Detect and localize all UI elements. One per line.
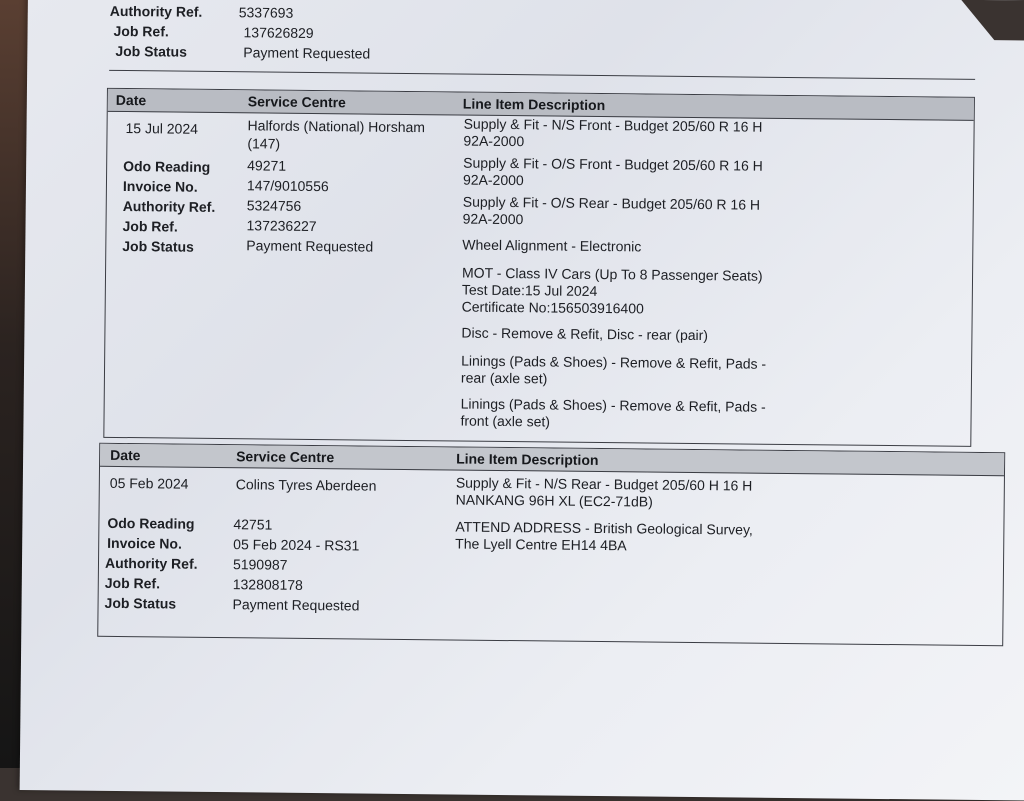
record-2-jobref-label: Job Ref. [104, 574, 161, 592]
record-2-item-2b: The Lyell Centre EH14 4BA [455, 535, 627, 554]
col-service-centre-header-2: Service Centre [236, 448, 335, 466]
record-1-item-2: Supply & Fit - O/S Front - Budget 205/60 R 16 H [463, 154, 763, 174]
record-1-status-value: Payment Requested [246, 237, 374, 255]
record-2-item-2: ATTEND ADDRESS - British Geological Survey, [455, 518, 753, 538]
top-record [28, 0, 1024, 62]
record-1-invoice-label: Invoice No. [122, 178, 198, 195]
record-2-item-1: Supply & Fit - N/S Rear - Budget 205/60 H 16 H [455, 474, 753, 494]
col-date-header: Date [115, 91, 147, 109]
record-2-centre: Colins Tyres Aberdeen [235, 476, 377, 494]
record-1-authority-label: Authority Ref. [122, 198, 216, 215]
record-1-status-label: Job Status [122, 238, 194, 255]
record-1-item-5c: Certificate No:156503916400 [461, 298, 644, 317]
record-1-centre-line2: (147) [247, 135, 281, 152]
record-2-odo-label: Odo Reading [107, 514, 195, 532]
record-1-authority-value: 5324756 [246, 197, 302, 214]
record-1-centre-line1: Halfords (National) Horsham [247, 117, 426, 136]
job-status-value: Payment Requested [243, 44, 371, 62]
document-page [20, 0, 1024, 801]
record-1-item-2b: 92A-2000 [462, 171, 524, 189]
authority-ref-value: 5337693 [238, 4, 294, 21]
record-1-odo-label: Odo Reading [123, 158, 211, 175]
record-1-odo-value: 49271 [247, 157, 287, 174]
col-date-header-2: Date [110, 446, 141, 464]
record-2-item-1b: NANKANG 96H XL (EC2-71dB) [455, 491, 653, 510]
record-2-jobref-value: 132808178 [232, 576, 303, 593]
record-2-status-label: Job Status [104, 594, 177, 612]
record-1-item-4: Wheel Alignment - Electronic [462, 236, 642, 255]
record-box-1 [103, 88, 975, 447]
record-1-jobref-value: 137236227 [246, 217, 317, 235]
record-1-date: 15 Jul 2024 [125, 120, 199, 137]
job-ref-value: 137626829 [243, 24, 314, 41]
record-2-authority-label: Authority Ref. [104, 554, 198, 572]
paper-corner-shadow [961, 0, 1024, 41]
record-2-invoice-value: 05 Feb 2024 - RS31 [233, 536, 360, 554]
col-line-item-header: Line Item Description [462, 95, 606, 114]
record-1-item-3b: 92A-2000 [462, 210, 524, 228]
record-1-item-3: Supply & Fit - O/S Rear - Budget 205/60 R 16 H [462, 193, 761, 213]
record-1-item-7: Linings (Pads & Shoes) - Remove & Refit, Pads - [461, 352, 767, 372]
col-line-item-header-2: Line Item Description [456, 450, 599, 468]
record-1-item-5b: Test Date:15 Jul 2024 [461, 281, 598, 299]
record-1-item-1: Supply & Fit - N/S Front - Budget 205/60 R 16 H [463, 115, 763, 135]
col-service-centre-header: Service Centre [247, 93, 346, 111]
record-1-item-7b: rear (axle set) [460, 369, 548, 387]
authority-ref-label: Authority Ref. [109, 2, 203, 20]
record-1-item-1b: 92A-2000 [463, 132, 525, 150]
record-1-item-8: Linings (Pads & Shoes) - Remove & Refit, Pads - [460, 395, 766, 415]
record-1-item-8b: front (axle set) [460, 412, 551, 430]
record-1-item-6: Disc - Remove & Refit, Disc - rear (pair) [461, 324, 709, 344]
job-status-label: Job Status [115, 42, 188, 60]
record-1-invoice-value: 147/9010556 [246, 177, 329, 195]
record-1-jobref-label: Job Ref. [122, 218, 178, 235]
record-2-invoice-label: Invoice No. [107, 534, 182, 552]
record-2-authority-value: 5190987 [232, 556, 288, 573]
record-2-header [100, 444, 1004, 476]
record-1-item-5: MOT - Class IV Cars (Up To 8 Passenger Seats) [461, 264, 763, 284]
record-2-date: 05 Feb 2024 [109, 474, 189, 492]
job-ref-label: Job Ref. [113, 22, 169, 40]
record-2-status-value: Payment Requested [232, 596, 360, 614]
record-box-2 [97, 443, 1005, 646]
top-record-bottom-border [109, 70, 975, 80]
record-2-odo-value: 42751 [233, 516, 273, 533]
